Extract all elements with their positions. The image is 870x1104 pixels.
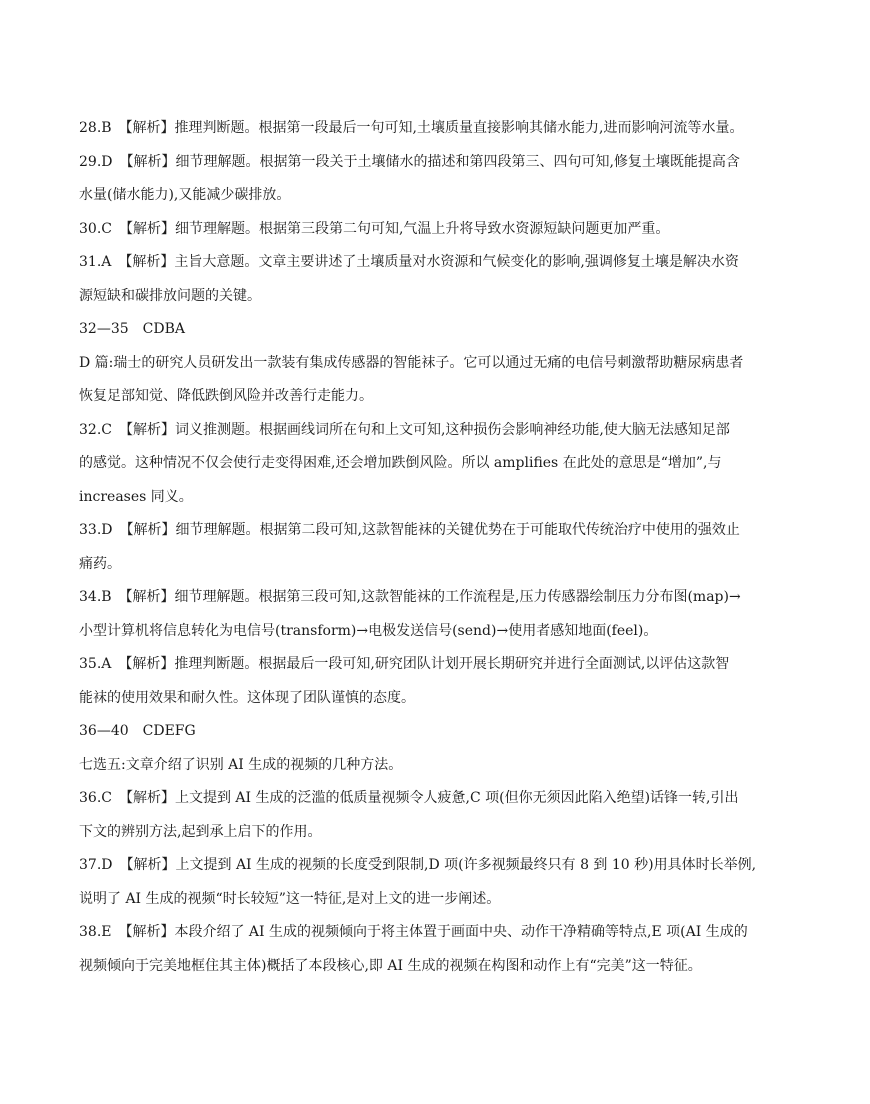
answer-paragraph [79,213,791,247]
text-line: 30.C 【解析】细节理解题。根据第三段第二句可知,气温上升将导致水资源短缺问题更加严重。 [79,220,670,237]
text-line: 水量(储水能力),又能减少碳排放。 [79,187,291,203]
text-line: 38.E 【解析】本段介绍了 AI 生成的视频倾向于将主体置于画面中央、动作干净精确等特点,E 项(AI 生成的 [79,924,748,940]
text-line: 35.A 【解析】推理判断题。根据最后一段可知,研究团队计划开展长期研究并进行全面测试,以评估这款智 [79,656,730,672]
answer-paragraph [79,849,791,916]
text-line: 37.D 【解析】上文提到 AI 生成的视频的长度受到限制,D 项(许多视频最终只有 8 到 10 秒)用具体时长举例, [79,857,757,873]
answer-paragraph [79,715,791,749]
text-line: 36—40 CDEFG [79,723,196,739]
text-line: 28.B 【解析】推理判断题。根据第一段最后一句可知,土壤质量直接影响其储水能力,进而影响河流等水量。 [79,120,744,136]
text-line: 32—35 CDBA [79,321,185,337]
text-line: 34.B 【解析】细节理解题。根据第三段可知,这款智能袜的工作流程是,压力传感器绘制压力分布图(map)→ [79,589,741,605]
text-line: 小型计算机将信息转化为电信号(transform)→电极发送信号(send)→使用者感知地面(feel)。 [79,622,658,639]
document-page [79,112,791,983]
text-line: 36.C 【解析】上文提到 AI 生成的泛滥的低质量视频令人疲惫,C 项(但你无须因此陷入绝望)话锋一转,引出 [79,790,739,806]
text-line: 视频倾向于完美地框住其主体)概括了本段核心,即 AI 生成的视频在构图和动作上有“完美”这一特征。 [79,957,702,974]
answer-paragraph [79,749,791,783]
text-line: 33.D 【解析】细节理解题。根据第二段可知,这款智能袜的关键优势在于可能取代传统治疗中使用的强效止 [79,522,740,538]
answer-paragraph [79,313,791,347]
answer-paragraph [79,782,791,849]
text-line: 下文的辨别方法,起到承上启下的作用。 [79,823,322,840]
text-line: 源短缺和碳排放问题的关键。 [79,287,261,304]
text-line: 29.D 【解析】细节理解题。根据第一段关于土壤储水的描述和第四段第三、四句可知,修复土壤既能提高含 [79,153,740,170]
answer-paragraph [79,414,791,515]
answer-paragraph [79,581,791,648]
answer-paragraph [79,146,791,213]
text-line: 的感觉。这种情况不仅会使行走变得困难,还会增加跌倒风险。所以 amplifies 在此处的意思是“增加”,与 [79,455,722,471]
text-line: 痛药。 [79,555,121,572]
answer-paragraph [79,347,791,414]
text-line: D 篇:瑞士的研究人员研发出一款装有集成传感器的智能袜子。它可以通过无痛的电信号刺激帮助糖尿病患者 [79,354,744,371]
answer-paragraph [79,112,791,146]
text-line: 恢复足部知觉、降低跌倒风险并改善行走能力。 [79,388,373,404]
answer-paragraph [79,514,791,581]
answer-paragraph [79,916,791,983]
text-line: 七选五:文章介绍了识别 AI 生成的视频的几种方法。 [79,756,403,773]
text-line: 能袜的使用效果和耐久性。这体现了团队谨慎的态度。 [79,689,415,706]
answer-paragraph [79,648,791,715]
text-line: 说明了 AI 生成的视频“时长较短”这一特征,是对上文的进一步阐述。 [79,890,501,907]
text-line: increases 同义。 [79,488,193,505]
answer-paragraph [79,246,791,313]
text-line: 31.A 【解析】主旨大意题。文章主要讲述了土壤质量对水资源和气候变化的影响,强调修复土壤是解决水资 [79,254,739,270]
text-line: 32.C 【解析】词义推测题。根据画线词所在句和上文可知,这种损伤会影响神经功能,使大脑无法感知足部 [79,421,730,438]
